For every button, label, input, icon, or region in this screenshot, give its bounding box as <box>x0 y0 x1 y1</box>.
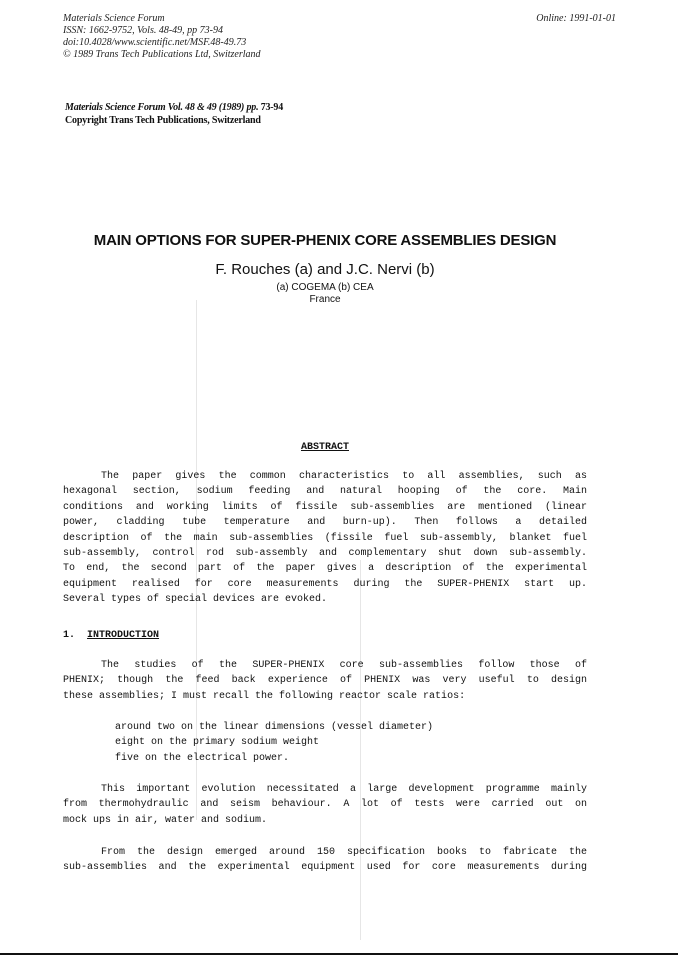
body-line: these assemblies; I must recall the following reactor scale ratios: <box>63 690 466 702</box>
body-line: from thermohydraulic and seism behaviour. A lot of tests were carried out on <box>63 799 587 811</box>
ratio-list <box>115 720 433 766</box>
body-line: sub-assemblies and the experimental equipment used for core measurements during <box>63 862 587 874</box>
abstract-line: description of the main sub-assemblies (fissile fuel sub-assembly, blanket fuel <box>63 532 587 544</box>
ratio-item: around two on the linear dimensions (vessel diameter) <box>115 722 434 733</box>
affiliation-country: France <box>309 294 341 305</box>
section-title: INTRODUCTION <box>87 630 160 641</box>
intro-paragraph-2 <box>63 782 587 828</box>
abstract-body <box>63 469 587 608</box>
online-date <box>536 13 616 25</box>
body-line: PHENIX; though the feed back experience of PHENIX was very useful to design <box>63 675 587 687</box>
online-date-text: Online: 1991-01-01 <box>536 13 616 24</box>
issn-line: ISSN: 1662-9752, Vols. 48-49, pp 73-94 <box>63 25 223 36</box>
body-line: This important evolution necessitated a large development programme mainly <box>101 784 587 795</box>
publication-info <box>63 13 261 61</box>
abstract-line: sub-assembly, control rod sub-assembly and complementary shut down sub-assembly. <box>63 548 587 560</box>
journal-name: Materials Science Forum <box>63 13 165 24</box>
authors: F. Rouches (a) and J.C. Nervi (b) <box>215 261 435 278</box>
copyright-line: © 1989 Trans Tech Publications Ltd, Switzerland <box>63 49 261 60</box>
section-number: 1. <box>63 630 76 641</box>
body-line: From the design emerged around 150 specification books to fabricate the <box>101 847 587 858</box>
ratio-item: five on the electrical power. <box>115 752 290 764</box>
abstract-heading: ABSTRACT <box>300 442 349 453</box>
citation-block <box>65 101 283 127</box>
affiliation-orgs: (a) COGEMA (b) CEA <box>276 282 374 293</box>
abstract-line: To end, the second part of the paper gives a description of the experimental <box>63 563 587 575</box>
paper-title: MAIN OPTIONS FOR SUPER-PHENIX CORE ASSEMBLIES DESIGN <box>93 232 557 249</box>
citation-pages: 73-94 <box>258 102 284 113</box>
abstract-line: hexagonal section, sodium feeding and natural hooping of the core. Main <box>63 486 587 498</box>
affiliations <box>0 282 650 306</box>
abstract-line: equipment realised for core measurements during the SUPER-PHENIX start up. <box>63 578 587 590</box>
abstract-line: conditions and working limits of fissile sub-assemblies are mentioned (linear <box>63 501 587 513</box>
doi-line: doi:10.4028/www.scientific.net/MSF.48-49.73 <box>63 37 247 48</box>
ratio-item: eight on the primary sodium weight <box>115 737 320 749</box>
citation-copyright: Copyright Trans Tech Publications, Switzerland <box>65 115 261 126</box>
abstract-line: Several types of special devices are evoked. <box>63 594 328 606</box>
citation-journal <box>65 101 283 114</box>
intro-paragraph-3 <box>63 845 587 876</box>
intro-paragraph-1 <box>63 658 587 704</box>
abstract-line: power, cladding tube temperature and burn-up). Then follows a detailed <box>63 517 587 529</box>
page-bottom-rule <box>0 953 678 955</box>
section-heading <box>63 628 159 643</box>
citation-journal-title: Materials Science Forum Vol. 48 & 49 (1989) pp. <box>65 102 259 113</box>
body-line: The studies of the SUPER-PHENIX core sub-assemblies follow those of <box>101 660 587 671</box>
body-line: mock ups in air, water and sodium. <box>63 814 268 826</box>
abstract-line: The paper gives the common characteristics to all assemblies, such as <box>101 471 587 482</box>
